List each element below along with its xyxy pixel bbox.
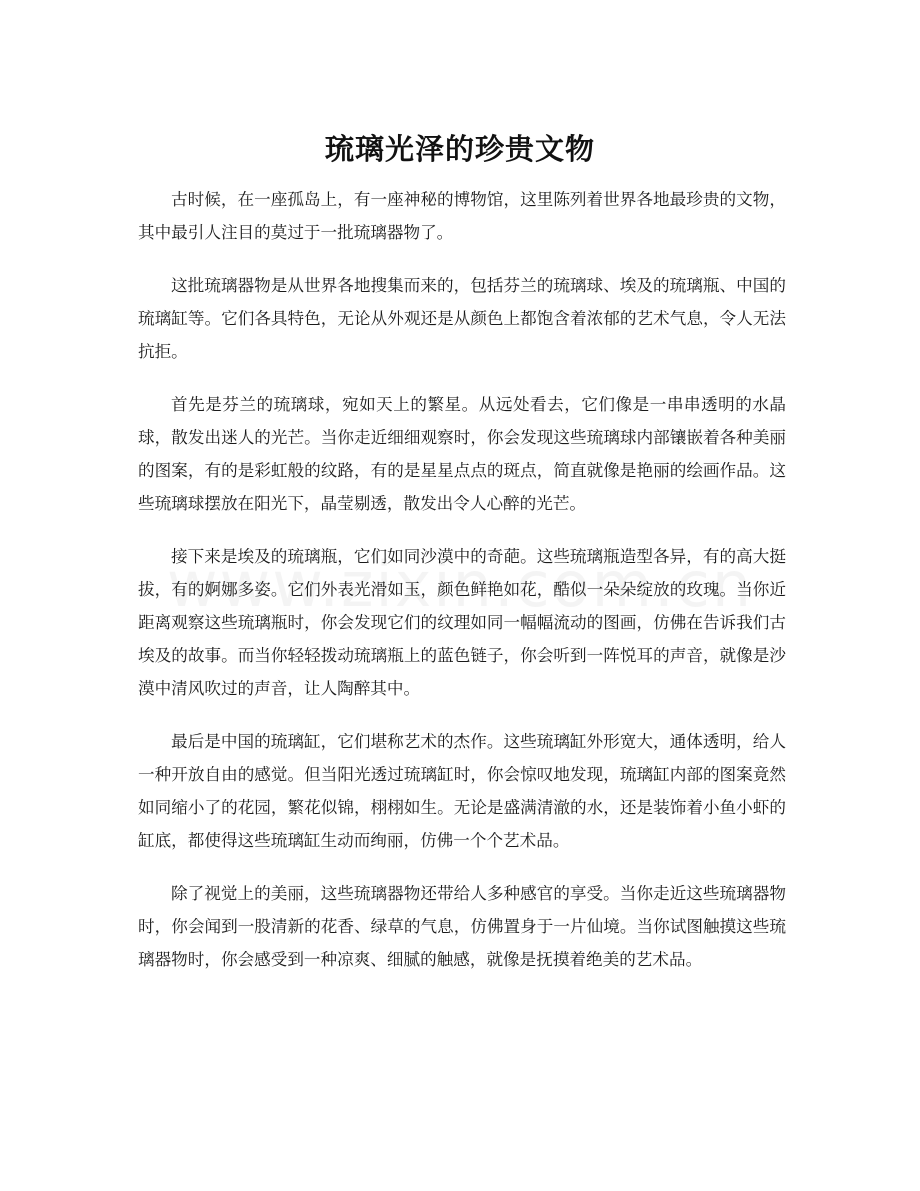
article-body bbox=[138, 183, 786, 996]
paragraph-2: 这批琉璃器物是从世界各地搜集而来的，包括芬兰的琉璃球、埃及的琉璃瓶、中国的琉璃缸等。它们各具特色，无论从外观还是从颜色上都饱含着浓郁的艺术气息，令人无法抗拒。 bbox=[138, 276, 786, 361]
paragraph-6: 除了视觉上的美丽，这些琉璃器物还带给人多种感官的享受。当你走近这些琉璃器物时，你会闻到一股清新的花香、绿草的气息，仿佛置身于一片仙境。当你试图触摸这些琉璃器物时，你会感受到一种凉爽、细腻的触感，就像是抚摸着绝美的艺术品。 bbox=[138, 884, 786, 969]
paragraph-5: 最后是中国的琉璃缸，它们堪称艺术的杰作。这些琉璃缸外形宽大，通体透明，给人一种开放自由的感觉。但当阳光透过琉璃缸时，你会惊叹地发现，琉璃缸内部的图案竟然如同缩小了的花园，繁花似锦，栩栩如生。无论是盛满清澈的水，还是装饰着小鱼小虾的缸底，都使得这些琉璃缸生动而绚丽，仿佛一个个艺术品。 bbox=[138, 732, 786, 850]
paragraph-3: 首先是芬兰的琉璃球，宛如天上的繁星。从远处看去，它们像是一串串透明的水晶球，散发出迷人的光芒。当你走近细细观察时，你会发现这些琉璃球内部镶嵌着各种美丽的图案，有的是彩虹般的纹路，有的是星星点点的斑点，简直就像是艳丽的绘画作品。这些琉璃球摆放在阳光下，晶莹剔透，散发出令人心醉的光芒。 bbox=[138, 395, 786, 513]
paragraph-4: 接下来是埃及的琉璃瓶，它们如同沙漠中的奇葩。这些琉璃瓶造型各异，有的高大挺拔，有的婀娜多姿。它们外表光滑如玉，颜色鲜艳如花，酷似一朵朵绽放的玫瑰。当你近距离观察这些琉璃瓶时，你会发现它们的纹理如同一幅幅流动的图画，仿佛在告诉我们古埃及的故事。而当你轻轻拨动琉璃瓶上的蓝色链子，你会听到一阵悦耳的声音，就像是沙漠中清风吹过的声音，让人陶醉其中。 bbox=[138, 547, 786, 698]
paragraph-1: 古时候，在一座孤岛上，有一座神秘的博物馆，这里陈列着世界各地最珍贵的文物，其中最引人注目的莫过于一批琉璃器物了。 bbox=[138, 190, 786, 242]
document-title: 琉璃光泽的珍贵文物 bbox=[324, 132, 595, 167]
